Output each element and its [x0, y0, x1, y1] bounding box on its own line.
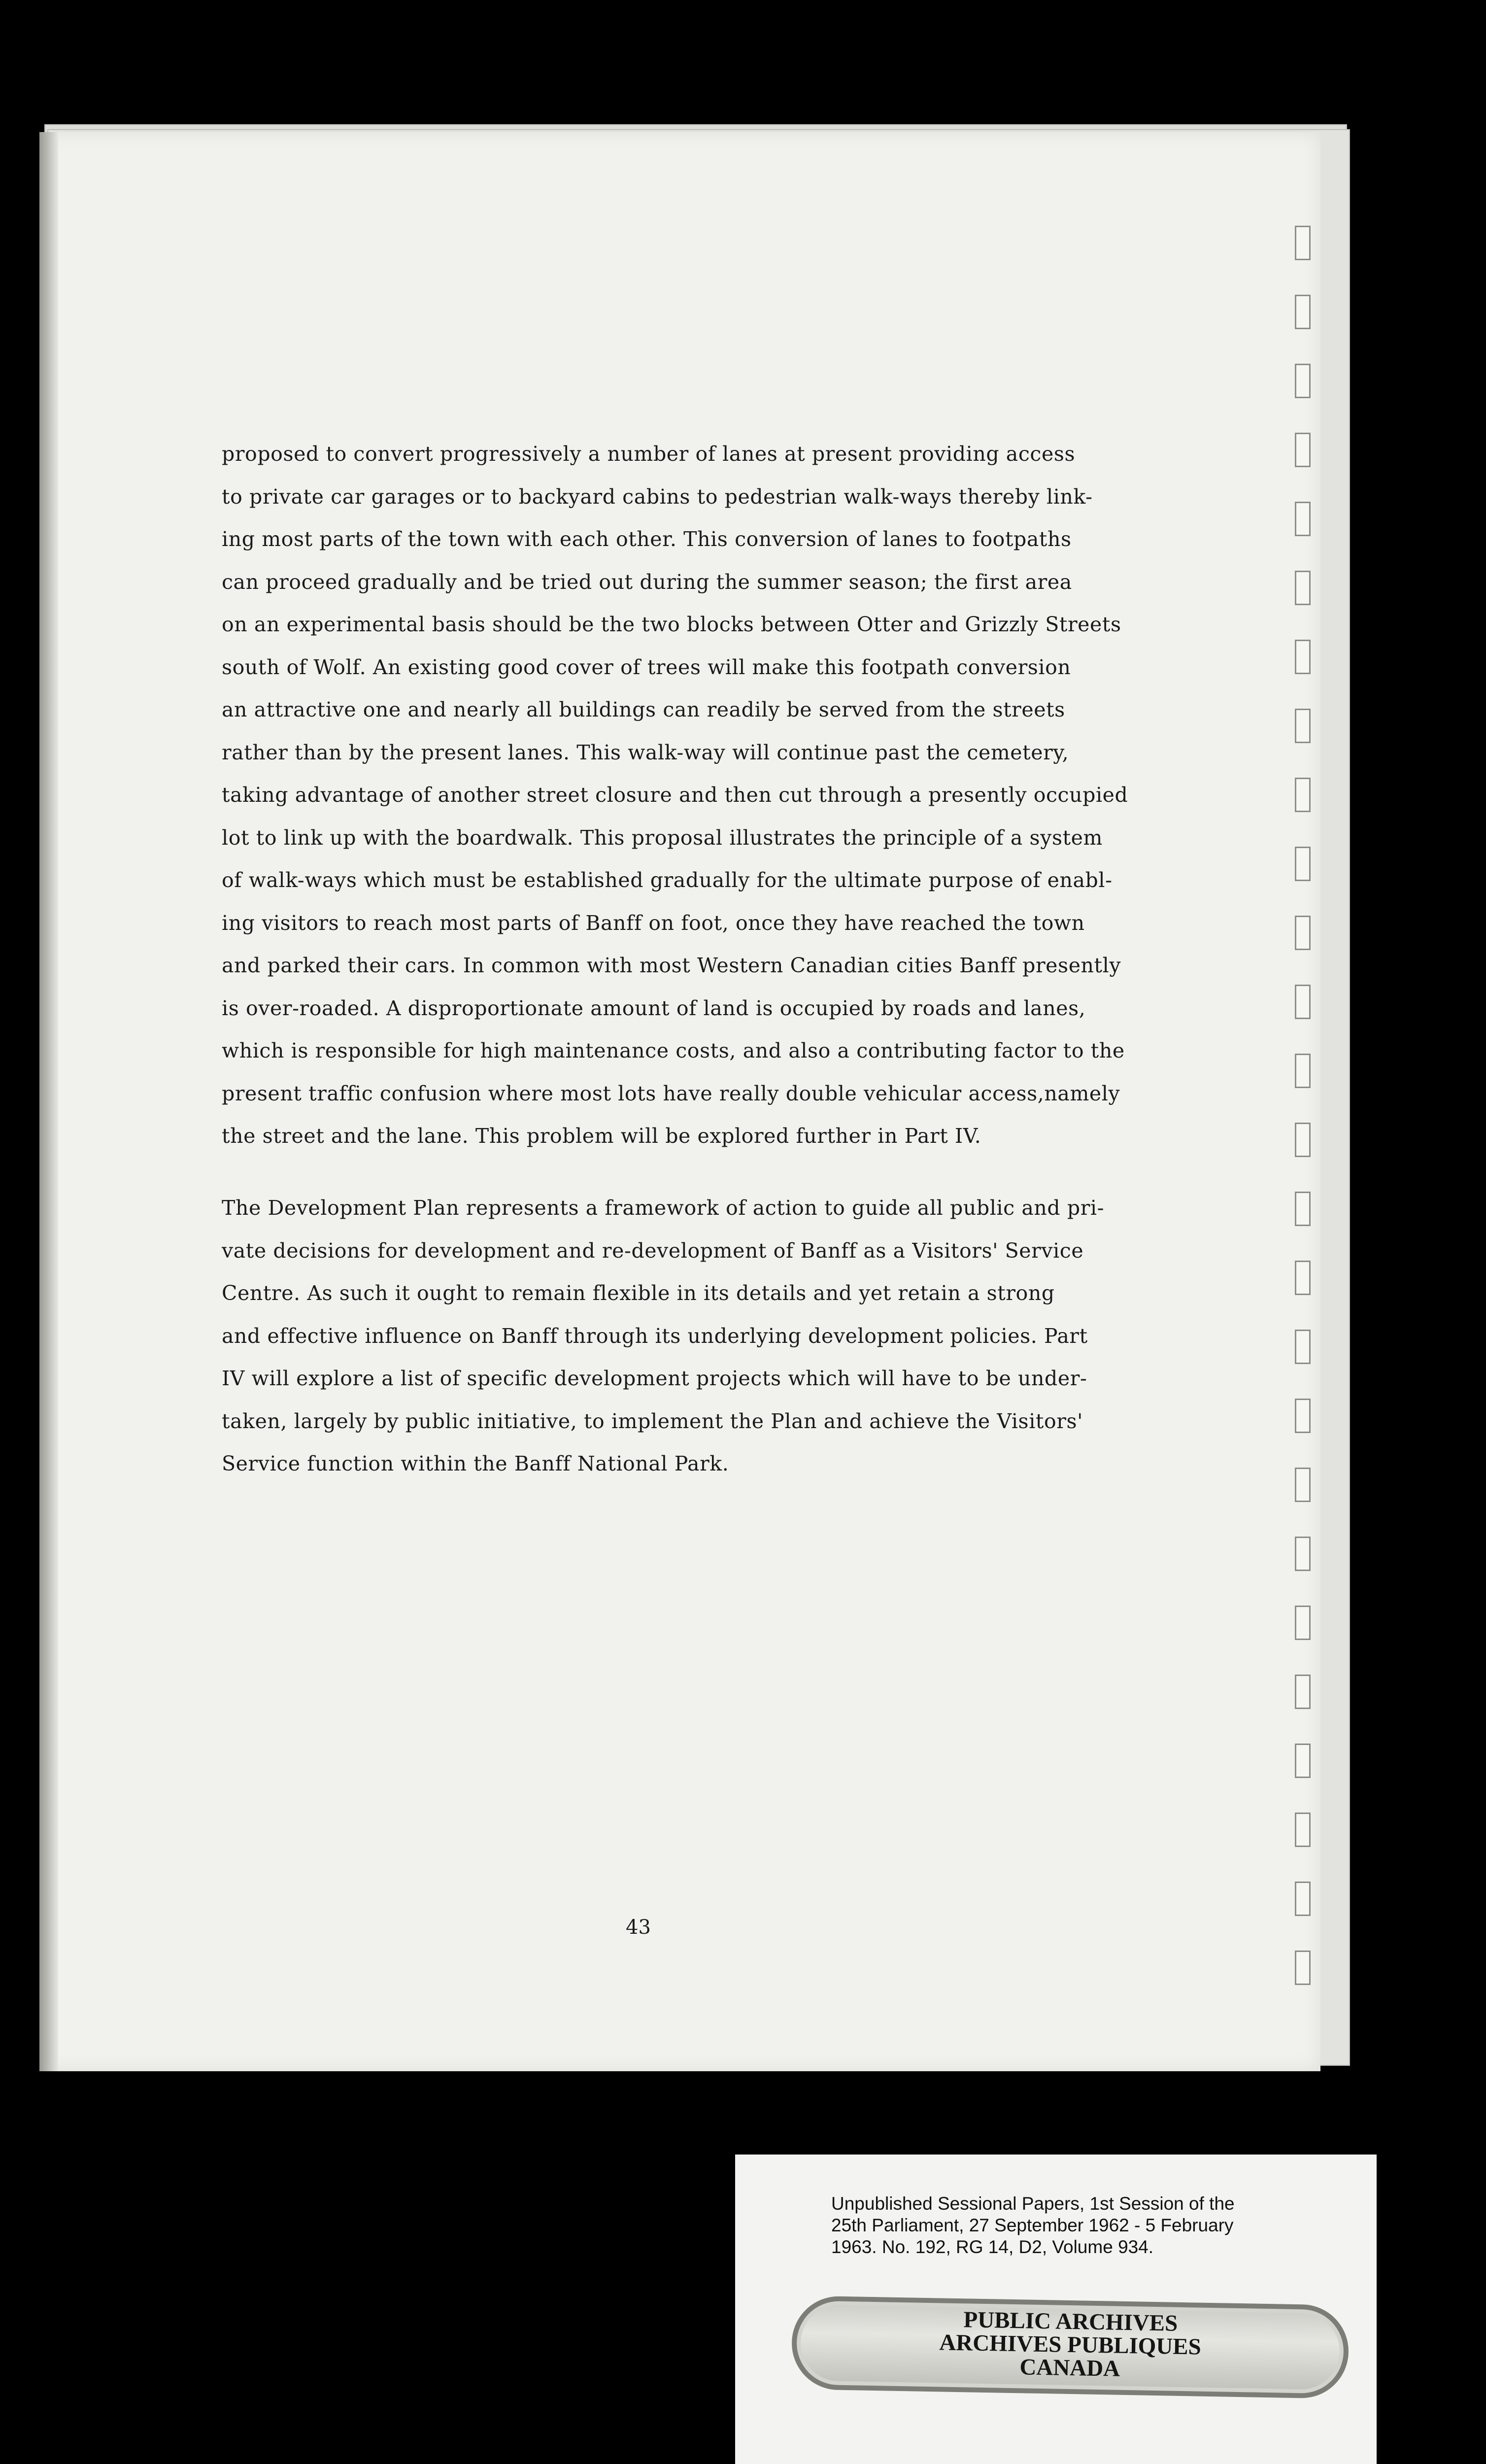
binding-tab [1295, 1813, 1311, 1847]
binding-tab [1295, 709, 1311, 743]
text-line: and parked their cars. In common with most Western Canadian cities Banff presently [222, 954, 1121, 977]
citation-line: Unpublished Sessional Papers, 1st Session of the [831, 2193, 1235, 2214]
text-line: south of Wolf. An existing good cover of trees will make this footpath conversion [222, 655, 1071, 679]
binding-tab [1295, 640, 1311, 674]
binding-tab [1295, 1330, 1311, 1364]
binding-tab [1295, 1951, 1311, 1985]
page-binding-shadow [39, 132, 58, 2071]
binding-tab [1295, 295, 1311, 329]
binding-tab [1295, 433, 1311, 467]
binding-tab [1295, 847, 1311, 881]
binding-tab [1295, 916, 1311, 950]
binding-tab [1295, 1882, 1311, 1916]
text-line: can proceed gradually and be tried out during the summer season; the first area [222, 570, 1072, 594]
binding-tab [1295, 364, 1311, 398]
binding-tab [1295, 1192, 1311, 1226]
binding-tab [1295, 1261, 1311, 1295]
text-line: an attractive one and nearly all buildings can readily be served from the streets [222, 698, 1065, 721]
binding-tab [1295, 1606, 1311, 1640]
binding-tab [1295, 1675, 1311, 1709]
binding-tab [1295, 1468, 1311, 1502]
text-line: proposed to convert progressively a number of lanes at present providing access [222, 442, 1076, 466]
text-line: ing most parts of the town with each other. This conversion of lanes to footpaths [222, 527, 1072, 551]
binding-tab [1295, 502, 1311, 536]
text-line: which is responsible for high maintenance costs, and also a contributing factor to the [222, 1039, 1125, 1062]
stamp-line: CANADA [1019, 2354, 1120, 2382]
text-line: vate decisions for development and re-development of Banff as a Visitors' Service [222, 1238, 1084, 1263]
text-line: taking advantage of another street closure and then cut through a presently occupied [222, 783, 1128, 807]
text-line: of walk-ways which must be established gradually for the ultimate purpose of enabl- [222, 868, 1113, 892]
text-line: taken, largely by public initiative, to implement the Plan and achieve the Visitors' [222, 1409, 1083, 1433]
binding-tab [1295, 571, 1311, 605]
binding-tab [1295, 1744, 1311, 1778]
text-line: on an experimental basis should be the two blocks between Otter and Grizzly Streets [222, 613, 1121, 636]
text-line: is over-roaded. A disproportionate amount of land is occupied by roads and lanes, [222, 996, 1086, 1020]
page-number: 43 [626, 1916, 651, 1939]
binding-tab [1295, 1123, 1311, 1157]
text-line: Centre. As such it ought to remain flexible in its details and yet retain a strong [222, 1281, 1055, 1305]
binding-tab [1295, 985, 1311, 1019]
text-line: lot to link up with the boardwalk. This proposal illustrates the principle of a system [222, 825, 1103, 850]
spiral-binding-tabs [1276, 226, 1320, 2019]
binding-tab [1295, 778, 1311, 812]
binding-tab [1295, 1399, 1311, 1433]
citation-line: 1963. No. 192, RG 14, D2, Volume 934. [831, 2237, 1154, 2257]
text-line: ing visitors to reach most parts of Banff on foot, once they have reached the town [222, 911, 1085, 935]
text-line: present traffic confusion where most lots have really double vehicular access,namely [222, 1081, 1120, 1105]
archives-stamp [791, 2295, 1349, 2399]
binding-tab [1295, 226, 1311, 260]
text-line: to private car garages or to backyard cabins to pedestrian walk-ways thereby link- [222, 484, 1093, 509]
body-paragraph-1 [222, 433, 1197, 1158]
stamp-text [791, 2305, 1349, 2385]
text-line: rather than by the present lanes. This walk-way will continue past the cemetery, [222, 740, 1069, 764]
text-line: Service function within the Banff National Park. [222, 1452, 729, 1475]
body-paragraph-2 [222, 1187, 1197, 1485]
text-line: The Development Plan represents a framework of action to guide all public and pri- [222, 1196, 1105, 1220]
archive-reference-card [735, 2155, 1377, 2464]
text-line: and effective influence on Banff through its underlying development policies. Part [222, 1324, 1088, 1348]
stamp-line: ARCHIVES PUBLIQUES [939, 2329, 1202, 2360]
citation-line: 25th Parliament, 27 September 1962 - 5 February [831, 2215, 1234, 2235]
document-page [39, 132, 1320, 2071]
binding-tab [1295, 1537, 1311, 1571]
text-line: the street and the lane. This problem will be explored further in Part IV. [222, 1124, 981, 1148]
text-line: IV will explore a list of specific development projects which will have to be under- [222, 1367, 1087, 1390]
binding-tab [1295, 1054, 1311, 1088]
archive-citation [831, 2193, 1353, 2258]
stamp-line: PUBLIC ARCHIVES [963, 2307, 1178, 2336]
